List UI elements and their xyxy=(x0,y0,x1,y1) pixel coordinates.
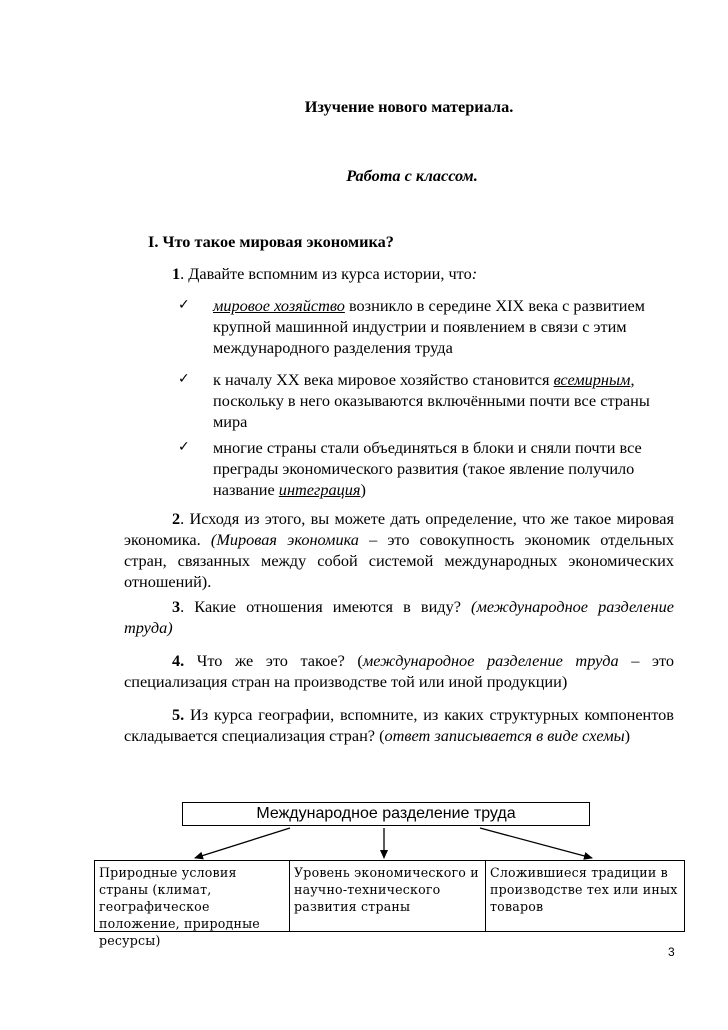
diagram-box-traditions: Сложившиеся традиции в производстве тех или иных товаров xyxy=(486,860,685,932)
bullet-3-pre: многие страны стали объединяться в блоки и сняли почти все преграды экономического развития (такое явление получило название xyxy=(213,438,642,499)
section-number: I. xyxy=(148,232,159,251)
point-4-text-2: – это специализация стран на производстве той или иной продукции) xyxy=(124,651,674,691)
point-2-text-1: . Исходя из этого, вы можете дать определение, что же такое мировая экономика. xyxy=(124,509,674,549)
point-2-number: 2 xyxy=(172,509,181,528)
bullet-2-post: поскольку в него оказываются включёнными почти все страны мира xyxy=(213,391,650,431)
arrow-left xyxy=(195,828,290,858)
point-1-text: . Давайте вспомним из курса истории, что xyxy=(180,264,472,283)
point-2-text-2: – это совокупность экономик отдельных стран, связанных между собой системой международных экономических отношений). xyxy=(124,530,674,591)
point-2-italic: (Мировая экономика xyxy=(210,530,359,549)
point-3-italic: (международное разделение труда) xyxy=(124,597,674,637)
point-3-number: 3 xyxy=(172,597,181,616)
point-4-number: 4. xyxy=(172,651,185,670)
bullet-2-pre: к началу XX века мировое хозяйство становится xyxy=(213,370,554,389)
check-icon: ✓ xyxy=(178,439,190,455)
section-title-text: Что такое мировая экономика? xyxy=(162,232,394,251)
check-icon: ✓ xyxy=(178,371,190,387)
arrow-right xyxy=(480,828,592,858)
point-5-text-1: Из курса географии, вспомните, из каких структурных компонентов складывается специализация стран? ( xyxy=(124,705,674,745)
point-1-number: 1 xyxy=(172,264,181,283)
bullet-3-post: ) xyxy=(360,480,366,499)
diagram-box-development-level: Уровень экономического и научно-технического развития страны xyxy=(290,860,486,932)
page-subheading: Работа с классом. xyxy=(346,166,478,185)
point-4-text-1: Что же это такое? ( xyxy=(184,651,363,670)
diagram-box-natural-conditions: Природные условия страны (климат, географическое положение, природные ресурсы) xyxy=(94,860,290,932)
page-heading: Изучение нового материала. xyxy=(304,97,514,116)
bullet-2-comma: , xyxy=(630,370,635,389)
page-number: 3 xyxy=(668,945,675,959)
diagram-root-box: Международное разделение труда xyxy=(182,802,590,826)
term-integration: интеграция xyxy=(278,480,361,499)
point-5-number: 5. xyxy=(172,705,185,724)
point-4-italic: международное разделение труда xyxy=(362,651,619,670)
point-5-text-2: ) xyxy=(624,726,631,745)
point-5-italic: ответ записывается в виде схемы xyxy=(384,726,625,745)
check-icon: ✓ xyxy=(178,297,190,313)
bullet-1-rest: возникло в середине XIX века с развитием крупной машинной индустрии и появлением в связи с этим международного разделения труда xyxy=(213,296,645,357)
point-3-text: . Какие отношения имеются в виду? xyxy=(180,597,472,616)
point-1-colon: : xyxy=(471,264,478,283)
term-worldwide: всемирным xyxy=(553,370,631,389)
term-world-economy: мировое хозяйство xyxy=(213,296,345,315)
